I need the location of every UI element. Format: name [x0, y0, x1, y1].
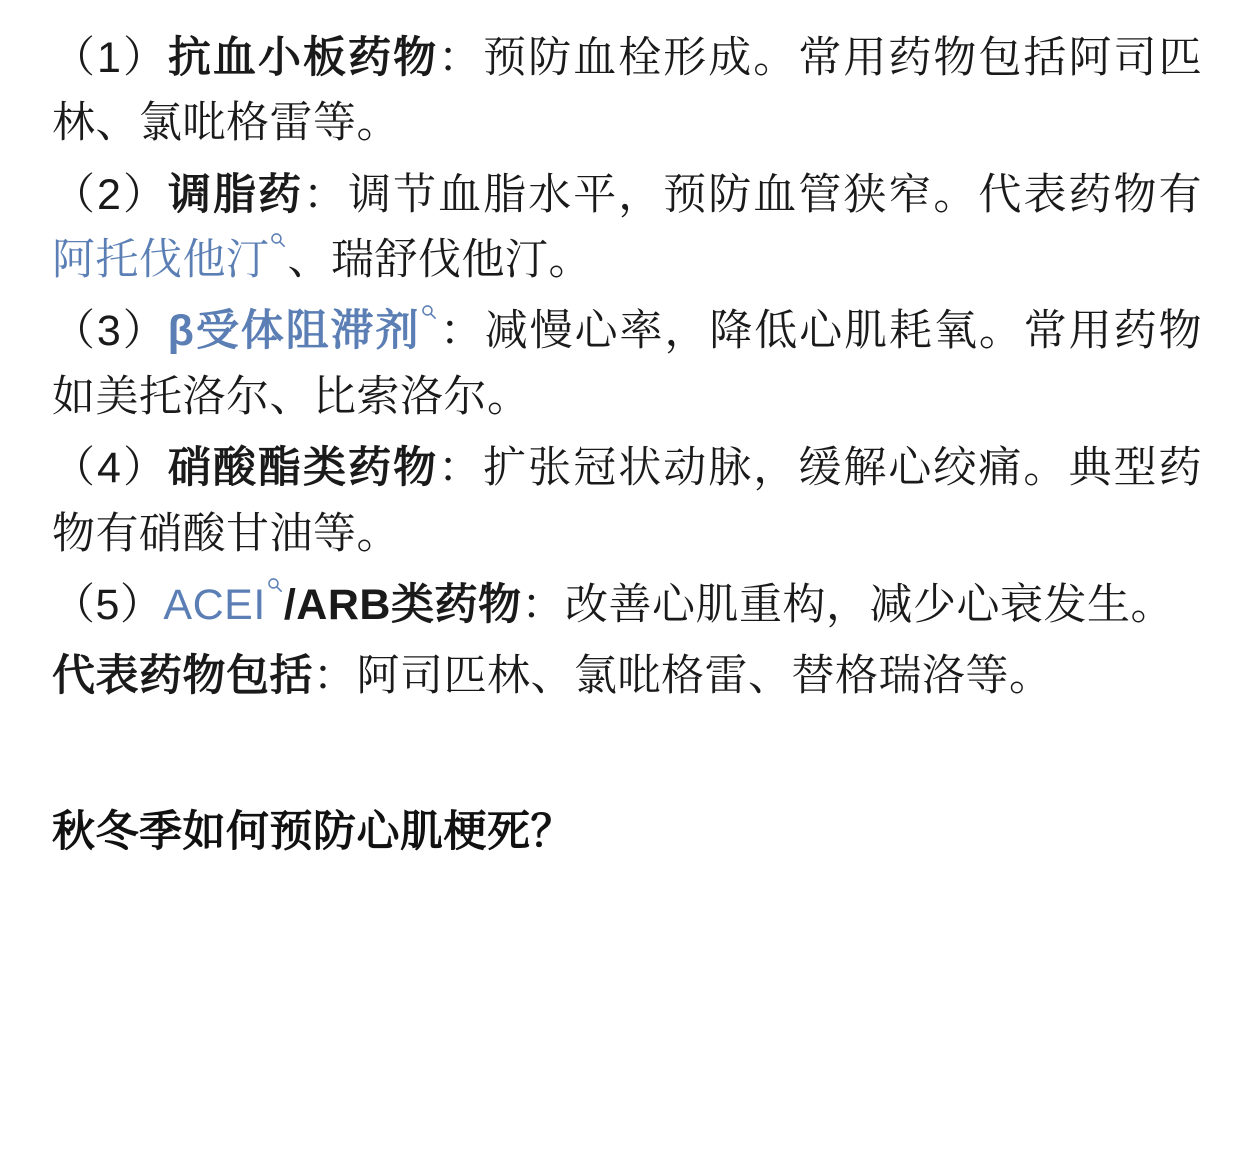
item-body: 预防血栓形成。常用药物包括阿司匹林、氯吡格雷等。 — [52, 34, 1203, 148]
list-item — [52, 163, 1202, 294]
item-number: （1） — [52, 34, 168, 82]
item-colon: ： — [438, 307, 485, 356]
item-body: 调节血脂水平，预防血管狭窄。代表药物有 — [348, 170, 1203, 219]
item-term: 调脂药 — [167, 170, 304, 219]
list-item — [52, 436, 1202, 567]
search-icon[interactable] — [420, 299, 438, 342]
list-item — [52, 299, 1202, 430]
summary-colon: ： — [313, 652, 357, 701]
item-body: 改善心肌重构，减少心衰发生。 — [564, 580, 1174, 629]
item-body: 减慢心率，降低心肌耗氧。常用药物如美托洛尔、比索洛尔。 — [52, 307, 1203, 421]
list-item — [52, 26, 1202, 157]
search-icon[interactable] — [270, 228, 288, 271]
summary-body: 阿司匹林、氯吡格雷、替格瑞洛等。 — [356, 652, 1053, 701]
item-number: （5） — [52, 580, 164, 629]
item-term: 硝酸酯类药物 — [167, 444, 439, 493]
item-colon: ： — [303, 170, 349, 219]
drug-link-atorvastatin[interactable]: 阿托伐他汀 — [52, 236, 270, 285]
item-colon: ： — [438, 34, 484, 82]
item-body: 扩张冠状动脉，缓解心绞痛。典型药物有硝酸甘油等。 — [52, 444, 1203, 558]
section-heading: 秋冬季如何预防心肌梗死？ — [52, 807, 574, 856]
item-colon: ： — [438, 444, 484, 493]
item-number: （3） — [52, 307, 168, 356]
summary-lead: 代表药物包括 — [52, 652, 313, 701]
list-item — [52, 573, 1202, 638]
section-spacer — [52, 716, 1202, 800]
item-number: （2） — [52, 170, 168, 219]
summary-paragraph — [52, 644, 1202, 709]
drug-class-link-beta-blocker[interactable]: β受体阻滞剂 — [167, 307, 421, 356]
search-icon[interactable] — [266, 573, 284, 616]
item-term: 抗血小板药物 — [167, 34, 439, 82]
item-body-tail: 、瑞舒伐他汀。 — [287, 236, 593, 285]
item-term: /ARB类药物 — [283, 580, 522, 629]
item-number: （4） — [52, 444, 168, 493]
drug-class-link-acei[interactable]: ACEI — [163, 580, 266, 629]
item-colon: ： — [521, 580, 565, 629]
